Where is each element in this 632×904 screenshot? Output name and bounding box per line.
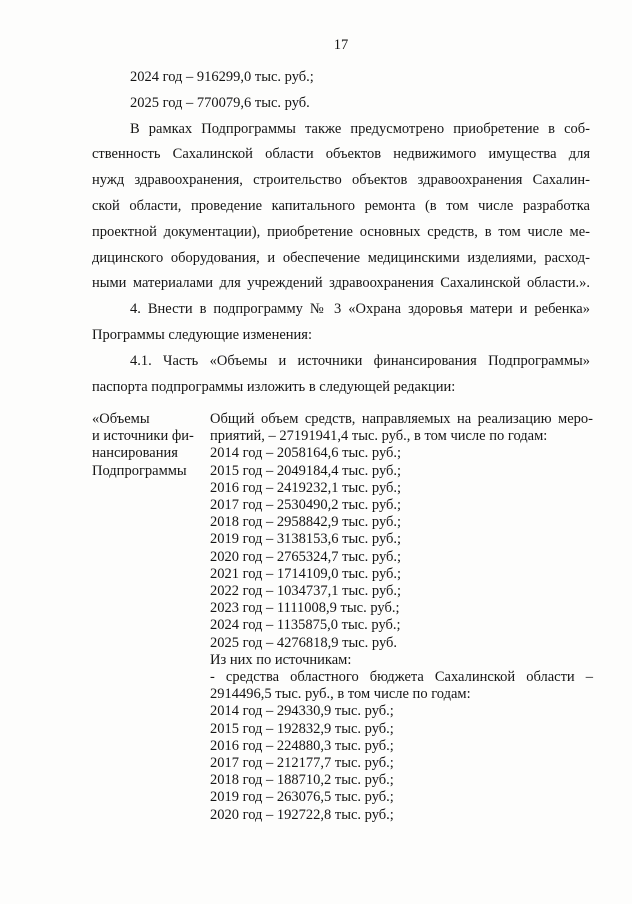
content-line: 2022 год – 1034737,1 тыс. руб.; [210,583,402,600]
paragraph-line: проектной документации), приобретение основных средств, в том числе ме- [92,223,590,240]
content-line: 2020 год – 192722,8 тыс. руб.; [210,806,394,823]
label-line: «Объемы [92,411,150,427]
content-line: 2016 год – 224880,3 тыс. руб.; [210,737,394,754]
content-line: 2019 год – 263076,5 тыс. руб.; [210,789,394,806]
content-line: 2020 год – 2765324,7 тыс. руб.; [210,548,402,565]
content-line: 2021 год – 1714109,0 тыс. руб.; [210,565,402,582]
content-line: 2015 год – 2049184,4 тыс. руб.; [210,462,402,479]
content-line: 2018 год – 188710,2 тыс. руб.; [210,772,394,789]
content-line: 2018 год – 2958842,9 тыс. руб.; [210,514,402,531]
content-line: 2025 год – 4276818,9 тыс. руб. [210,634,398,651]
content-line: 2914496,5 тыс. руб., в том числе по годам: [210,686,471,703]
content-line: 2017 год – 212177,7 тыс. руб.; [210,755,394,772]
paragraph-line: В рамках Подпрограммы также предусмотрено приобретение в соб- [130,120,590,137]
item-4-1-paragraph [92,349,590,401]
paragraph-line: 4.1. Часть «Объемы и источники финансирования Подпрограммы» [130,352,590,369]
item-4-paragraph [92,297,590,349]
passport-funding-table [92,411,593,824]
content-line: приятий, – 27191941,4 тыс. руб., в том числе по годам: [210,428,548,445]
paragraph-line: паспорта подпрограммы изложить в следующей редакции: [92,378,456,395]
body-text [92,65,590,400]
paragraph-line: 4. Внести в подпрограмму № 3 «Охрана здоровья матери и ребенка» [130,301,590,318]
content-line: 2017 год – 2530490,2 тыс. руб.; [210,497,402,514]
content-line: - средства областного бюджета Сахалинской области – [210,669,593,686]
paragraph-line: нужд здравоохранения, строительство объектов здравоохранения Сахалин- [92,172,590,189]
funding-line: 2025 год – 770079,6 тыс. руб. [130,94,310,111]
funding-line: 2024 год – 916299,0 тыс. руб.; [130,69,314,85]
content-line: Из них по источникам: [210,651,352,668]
acquisition-paragraph [92,117,590,298]
content-line: Общий объем средств, направляемых на реализацию меро- [210,411,593,427]
content-line: 2014 год – 2058164,6 тыс. руб.; [210,445,402,462]
passport-content-cell [210,411,593,824]
label-line: нансирования [92,445,178,462]
paragraph-line: ственность Сахалинской области объектов недвижимого имущества для [92,146,590,163]
page-number: 17 [333,37,349,53]
content-line: 2024 год – 1135875,0 тыс. руб.; [210,617,401,634]
label-line: и источники фи- [92,428,194,445]
content-line: 2016 год – 2419232,1 тыс. руб.; [210,479,402,496]
content-line: 2015 год – 192832,9 тыс. руб.; [210,720,394,737]
content-line: 2023 год – 1111008,9 тыс. руб.; [210,600,400,617]
paragraph-line: ской области, проведение капитального ремонта (в том числе разработка [92,197,590,214]
paragraph-line: Программы следующие изменения: [92,326,312,343]
content-line: 2014 год – 294330,9 тыс. руб.; [210,703,394,720]
paragraph-line: дицинского оборудования, и обеспечение медицинскими изделиями, расход- [92,249,590,266]
label-line: Подпрограммы [92,462,187,479]
passport-label-cell [92,411,210,824]
content-line: 2019 год – 3138153,6 тыс. руб.; [210,531,402,548]
paragraph-line: ными материалами для учреждений здравоохранения Сахалинской области.». [92,275,590,292]
funding-years-list [92,65,590,117]
